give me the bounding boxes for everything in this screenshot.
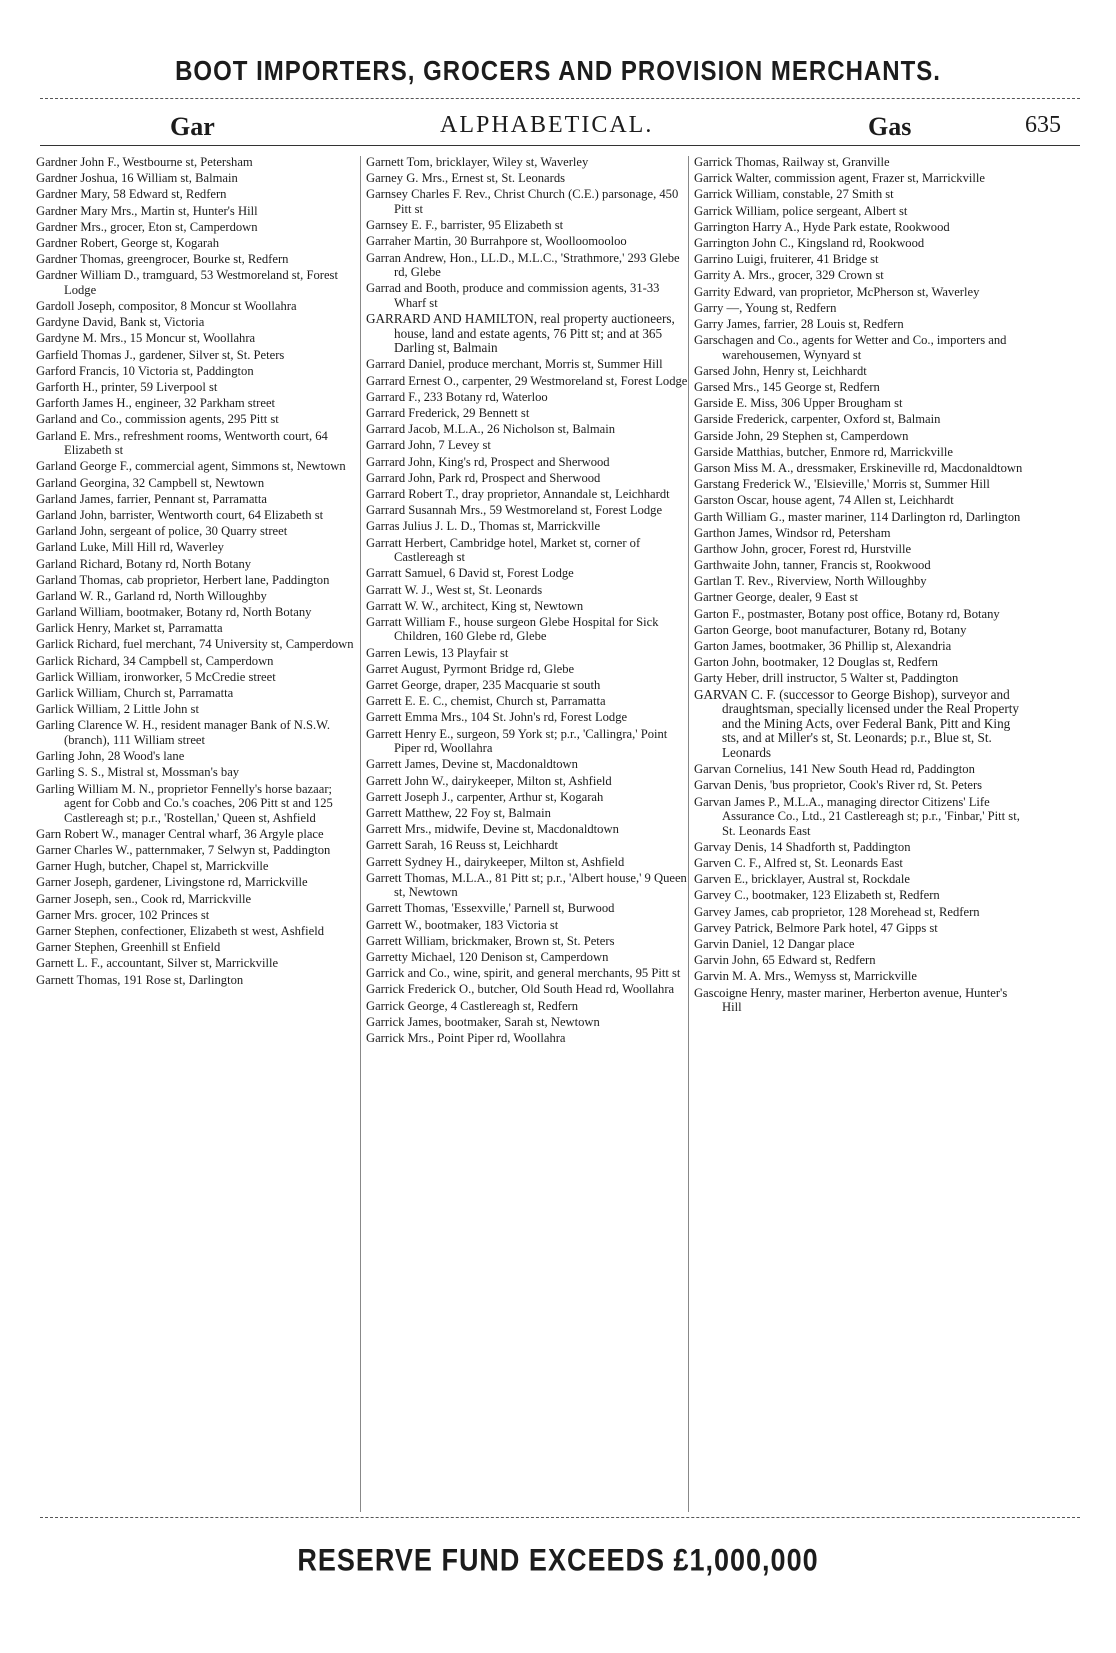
directory-entry: Garland W. R., Garland rd, North Willoughby	[36, 588, 267, 603]
directory-entry: Garforth H., printer, 59 Liverpool st	[36, 380, 218, 395]
directory-entry: Garrick William, constable, 27 Smith st	[694, 187, 894, 202]
directory-entry: Garney G. Mrs., Ernest st, St. Leonards	[366, 171, 566, 186]
top-dashed-rule	[40, 98, 1080, 99]
directory-entry: Garton F., postmaster, Botany post office, Botany rd, Botany	[694, 606, 1000, 621]
top-advertising-banner: BOOT IMPORTERS, GROCERS AND PROVISION MERCHANTS.	[175, 55, 941, 87]
directory-entry: Garner Mrs. grocer, 102 Princes st	[36, 907, 210, 922]
directory-entry: Garratt W. J., West st, St. Leonards	[366, 582, 543, 597]
directory-entry: Gardner Thomas, greengrocer, Bourke st, Redfern	[36, 252, 289, 267]
directory-entry: Garrington John C., Kingsland rd, Rookwood	[694, 235, 925, 250]
directory-entry: Garton George, boot manufacturer, Botany rd, Botany	[694, 622, 967, 637]
directory-entry: Garson Miss M. A., dressmaker, Erskineville rd, Macdonaldtown	[694, 460, 1023, 475]
directory-entry: Gardner John F., Westbourne st, Petersham	[36, 155, 253, 169]
directory-entry: Garling William M. N., proprietor Fennelly's horse bazaar; agent for Cobb and Co.'s coaches, 206 Pitt st and 125 Castlereagh st; p.r., 'Rostellan,' Queen st, Ashfield	[36, 781, 333, 825]
directory-entry: Garvin M. A. Mrs., Wemyss st, Marrickville	[694, 969, 917, 984]
directory-entry: GARRARD AND HAMILTON, real property auctioneers, house, land and estate agents, 76 Pitt st; and at 365 Darling st, Balmain	[366, 311, 675, 356]
directory-entry: Garthwaite John, tanner, Francis st, Rookwood	[694, 558, 931, 573]
directory-entry: Garland Luke, Mill Hill rd, Waverley	[36, 540, 224, 555]
directory-entry: Garrard Susannah Mrs., 59 Westmoreland st, Forest Lodge	[366, 503, 663, 518]
directory-entry: Garraher Martin, 30 Burrahpore st, Woolloomooloo	[366, 234, 627, 249]
directory-entry: Garvey C., bootmaker, 123 Elizabeth st, Redfern	[694, 888, 940, 903]
directory-entry: Garrard F., 233 Botany rd, Waterloo	[366, 389, 548, 404]
page-number: 635	[1025, 112, 1061, 138]
directory-entry: Garrick Thomas, Railway st, Granville	[694, 155, 890, 169]
directory-entry: Garner Stephen, confectioner, Elizabeth st west, Ashfield	[36, 924, 325, 939]
directory-entry: Garton John, bootmaker, 12 Douglas st, Redfern	[694, 655, 938, 670]
directory-entry: Garland George F., commercial agent, Simmons st, Newtown	[36, 459, 346, 474]
directory-entry: Garrett Thomas, 'Essexville,' Parnell st, Burwood	[366, 901, 615, 916]
directory-entry: Garside E. Miss, 306 Upper Brougham st	[694, 396, 903, 411]
directory-entry: Garras Julius J. L. D., Thomas st, Marrickville	[366, 519, 601, 534]
directory-entry: Garren Lewis, 13 Playfair st	[366, 645, 509, 660]
directory-entry: Garratt William F., house surgeon Glebe Hospital for Sick Children, 160 Glebe rd, Glebe	[366, 614, 659, 644]
directory-entry: Garrett Emma Mrs., 104 St. John's rd, Forest Lodge	[366, 710, 628, 725]
directory-column-1	[36, 155, 358, 989]
directory-entry: Garvan Denis, 'bus proprietor, Cook's River rd, St. Peters	[694, 778, 983, 793]
directory-entry: Garrett William, brickmaker, Brown st, St. Peters	[366, 933, 615, 948]
directory-entry: Garnsey E. F., barrister, 95 Elizabeth st	[366, 218, 564, 233]
directory-entry: Garven C. F., Alfred st, St. Leonards East	[694, 856, 903, 871]
directory-entry: Gardner William D., tramguard, 53 Westmoreland st, Forest Lodge	[36, 268, 338, 297]
directory-entry: Gartner George, dealer, 9 East st	[694, 590, 858, 605]
directory-entry: Garrard Frederick, 29 Bennett st	[366, 406, 530, 421]
directory-entry: Garrino Luigi, fruiterer, 41 Bridge st	[694, 252, 879, 267]
directory-entry: Garrett John W., dairykeeper, Milton st, Ashfield	[366, 773, 612, 788]
directory-entry: Garvan Cornelius, 141 New South Head rd, Paddington	[694, 762, 975, 777]
directory-entry: Garland and Co., commission agents, 295 Pitt st	[36, 412, 279, 427]
directory-entry: Garner Joseph, sen., Cook rd, Marrickville	[36, 891, 252, 906]
bottom-advertising-banner: RESERVE FUND EXCEEDS £1,000,000	[297, 1542, 819, 1578]
directory-entry: Garlick Henry, Market st, Parramatta	[36, 621, 223, 636]
directory-entry: Garland John, sergeant of police, 30 Quarry street	[36, 524, 288, 539]
directory-entry: Garrett Mrs., midwife, Devine st, Macdonaldtown	[366, 822, 619, 837]
directory-entry: Gartlan T. Rev., Riverview, North Willoughby	[694, 574, 927, 589]
directory-entry: Garlick William, 2 Little John st	[36, 702, 199, 717]
directory-entry: GARVAN C. F. (successor to George Bishop), surveyor and draughtsman, specially licensed under the Real Property and the Mining Acts, over Federal Bank, Pitt and King sts, and at Miller's st, St. Leonards; p.r., Blue st, St. Leonards	[694, 686, 1019, 760]
directory-entry: Garvey James, cab proprietor, 128 Morehead st, Redfern	[694, 904, 980, 919]
directory-entry: Garrick George, 4 Castlereagh st, Redfern	[366, 998, 579, 1013]
directory-entry: Garner Hugh, butcher, Chapel st, Marrickville	[36, 859, 269, 874]
directory-entry: Garthon James, Windsor rd, Petersham	[694, 525, 891, 540]
directory-entry: Garling S. S., Mistral st, Mossman's bay	[36, 765, 240, 780]
guide-word-left: Gar	[170, 112, 215, 141]
directory-entry: Garrard Daniel, produce merchant, Morris st, Summer Hill	[366, 357, 663, 372]
directory-entry: Garry —, Young st, Redfern	[694, 300, 837, 315]
directory-entry: Garrett Matthew, 22 Foy st, Balmain	[366, 805, 551, 820]
directory-entry: Garfield Thomas J., gardener, Silver st, St. Peters	[36, 347, 285, 362]
directory-entry: Garschagen and Co., agents for Wetter and Co., importers and warehousemen, Wynyard st	[694, 333, 1007, 362]
directory-entry: Garlick William, ironworker, 5 McCredie street	[36, 669, 276, 684]
directory-entry: Garrick Walter, commission agent, Frazer st, Marrickville	[694, 171, 985, 186]
directory-entry: Garland Georgina, 32 Campbell st, Newtown	[36, 475, 265, 490]
directory-entry: Garrett Sarah, 16 Reuss st, Leichhardt	[366, 838, 558, 853]
directory-entry: Garland James, farrier, Pennant st, Parramatta	[36, 491, 267, 506]
guide-word-right: Gas	[868, 112, 912, 141]
directory-entry: Garret August, Pyrmont Bridge rd, Glebe	[366, 661, 575, 676]
directory-entry: Garland John, barrister, Wentworth court, 64 Elizabeth st	[36, 507, 324, 522]
directory-entry: Garlick William, Church st, Parramatta	[36, 686, 234, 700]
directory-entry: Garrard Jacob, M.L.A., 26 Nicholson st, Balmain	[366, 422, 616, 437]
directory-entry: Garland E. Mrs., refreshment rooms, Wentworth court, 64 Elizabeth st	[36, 428, 328, 458]
directory-entry: Garratt W. W., architect, King st, Newtown	[366, 598, 584, 613]
directory-entry: Garven E., bricklayer, Austral st, Rockdale	[694, 872, 910, 887]
directory-entry: Garrard John, Park rd, Prospect and Sherwood	[366, 470, 601, 485]
directory-entry: Garstang Frederick W., 'Elsieville,' Morris st, Summer Hill	[694, 477, 990, 492]
directory-entry: Gardyne David, Bank st, Victoria	[36, 315, 205, 330]
directory-entry: Garrity A. Mrs., grocer, 329 Crown st	[694, 268, 884, 283]
directory-entry: Garner Charles W., patternmaker, 7 Selwyn st, Paddington	[36, 843, 331, 858]
directory-entry: Garrard John, 7 Levey st	[366, 438, 491, 453]
directory-entry: Garforth James H., engineer, 32 Parkham street	[36, 396, 276, 411]
directory-entry: Garrard Robert T., dray proprietor, Annandale st, Leichhardt	[366, 486, 670, 501]
directory-entry: Garnett L. F., accountant, Silver st, Marrickville	[36, 956, 279, 971]
directory-entry: Garret George, draper, 235 Macquarie st south	[366, 678, 601, 693]
directory-entry: Garthow John, grocer, Forest rd, Hurstville	[694, 541, 912, 556]
directory-column-3	[694, 155, 1024, 1016]
directory-entry: Garsed Mrs., 145 George st, Redfern	[694, 380, 880, 395]
directory-entry: Garrett Henry E., surgeon, 59 York st; p.r., 'Callingra,' Point Piper rd, Woollahra	[366, 726, 668, 756]
directory-entry: Garton James, bootmaker, 36 Phillip st, Alexandria	[694, 639, 952, 654]
directory-entry: Garland Thomas, cab proprietor, Herbert lane, Paddington	[36, 572, 330, 587]
directory-entry: Garth William G., master mariner, 114 Darlington rd, Darlington	[694, 509, 1021, 524]
column-divider	[688, 156, 689, 1512]
directory-column-2	[366, 155, 688, 1047]
directory-entry: Gardner Robert, George st, Kogarah	[36, 235, 220, 250]
directory-entry: Garling Clarence W. H., resident manager Bank of N.S.W. (branch), 111 William street	[36, 718, 331, 747]
directory-entry: Garratt Samuel, 6 David st, Forest Lodge	[366, 566, 574, 581]
directory-entry: Garvin Daniel, 12 Dangar place	[694, 937, 855, 952]
directory-entry: Gardner Mrs., grocer, Eton st, Camperdown	[36, 219, 258, 234]
directory-entry: Garrity Edward, van proprietor, McPherson st, Waverley	[694, 284, 980, 299]
directory-entry: Garston Oscar, house agent, 74 Allen st, Leichhardt	[694, 493, 954, 508]
directory-entry: Garrad and Booth, produce and commission agents, 31-33 Wharf st	[366, 281, 660, 310]
directory-entry: Garrett E. E. C., chemist, Church st, Parramatta	[366, 694, 606, 709]
directory-entry: Garnett Thomas, 191 Rose st, Darlington	[36, 972, 244, 987]
directory-entry: Garran Andrew, Hon., LL.D., M.L.C., 'Strathmore,' 293 Glebe rd, Glebe	[366, 250, 680, 280]
directory-entry: Garnsey Charles F. Rev., Christ Church (C.E.) parsonage, 450 Pitt st	[366, 187, 679, 216]
directory-entry: Garrett Joseph J., carpenter, Arthur st, Kogarah	[366, 789, 604, 804]
directory-entry: Garratt Herbert, Cambridge hotel, Market st, corner of Castlereagh st	[366, 535, 641, 565]
directory-entry: Garlick Richard, 34 Campbell st, Camperdown	[36, 653, 274, 668]
directory-entry: Garty Heber, drill instructor, 5 Walter st, Paddington	[694, 671, 959, 686]
running-head	[40, 112, 1080, 146]
directory-entry: Garford Francis, 10 Victoria st, Paddington	[36, 363, 254, 378]
directory-entry: Garrard Ernest O., carpenter, 29 Westmoreland st, Forest Lodge	[366, 373, 688, 388]
directory-entry: Garry James, farrier, 28 Louis st, Redfern	[694, 316, 904, 331]
directory-entry: Garrett Thomas, M.L.A., 81 Pitt st; p.r., 'Albert house,' 9 Queen st, Newtown	[366, 870, 687, 900]
directory-entry: Garvey Patrick, Belmore Park hotel, 47 Gipps st	[694, 920, 938, 935]
directory-entry: Garn Robert W., manager Central wharf, 36 Argyle place	[36, 826, 324, 841]
directory-entry: Garner Stephen, Greenhill st Enfield	[36, 940, 221, 955]
column-divider	[360, 156, 361, 1512]
header-rule	[40, 145, 1080, 146]
directory-entry: Gascoigne Henry, master mariner, Herberton avenue, Hunter's Hill	[694, 985, 1008, 1015]
directory-entry: Garrick William, police sergeant, Albert st	[694, 203, 908, 218]
directory-entry: Garrett James, Devine st, Macdonaldtown	[366, 757, 578, 772]
directory-entry: Garlick Richard, fuel merchant, 74 University st, Camperdown	[36, 637, 354, 652]
directory-entry: Garside John, 29 Stephen st, Camperdown	[694, 428, 909, 443]
directory-entry: Garland William, bootmaker, Botany rd, North Botany	[36, 605, 312, 620]
directory-entry: Garnett Tom, bricklayer, Wiley st, Waverley	[366, 155, 589, 169]
directory-entry: Garland Richard, Botany rd, North Botany	[36, 556, 252, 571]
directory-entry: Garrick Mrs., Point Piper rd, Woollahra	[366, 1030, 566, 1045]
directory-entry: Garrick James, bootmaker, Sarah st, Newtown	[366, 1014, 600, 1029]
directory-entry: Garside Frederick, carpenter, Oxford st, Balmain	[694, 412, 941, 427]
directory-entry: Gardner Mary Mrs., Martin st, Hunter's Hill	[36, 203, 258, 218]
directory-entry: Garrington Harry A., Hyde Park estate, Rookwood	[694, 219, 950, 234]
directory-entry: Gardner Joshua, 16 William st, Balmain	[36, 171, 238, 186]
directory-entry: Garvan James P., M.L.A., managing director Citizens' Life Assurance Co., Ltd., 21 Castlereagh st; p.r., 'Finbar,' Pitt st, St. Leonards East	[694, 794, 1020, 838]
directory-entry: Garretty Michael, 120 Denison st, Camperdown	[366, 950, 609, 965]
section-title: ALPHABETICAL.	[440, 112, 654, 138]
directory-entry: Gardyne M. Mrs., 15 Moncur st, Woollahra	[36, 331, 256, 346]
directory-entry: Garner Joseph, gardener, Livingstone rd, Marrickville	[36, 875, 308, 890]
directory-entry: Garsed John, Henry st, Leichhardt	[694, 363, 867, 378]
bottom-dashed-rule	[40, 1517, 1080, 1518]
directory-entry: Garvay Denis, 14 Shadforth st, Paddington	[694, 839, 911, 854]
directory-entry: Gardoll Joseph, compositor, 8 Moncur st Woollahra	[36, 299, 297, 314]
directory-entry: Garrard John, King's rd, Prospect and Sherwood	[366, 454, 610, 469]
directory-entry: Garrett Sydney H., dairykeeper, Milton st, Ashfield	[366, 854, 625, 869]
directory-entry: Garvin John, 65 Edward st, Redfern	[694, 953, 876, 968]
directory-entry: Gardner Mary, 58 Edward st, Redfern	[36, 187, 227, 202]
directory-entry: Garrett W., bootmaker, 183 Victoria st	[366, 917, 559, 932]
directory-entry: Garling John, 28 Wood's lane	[36, 749, 185, 764]
directory-entry: Garrick Frederick O., butcher, Old South Head rd, Woollahra	[366, 982, 675, 997]
directory-entry: Garside Matthias, butcher, Enmore rd, Marrickville	[694, 444, 953, 459]
directory-entry: Garrick and Co., wine, spirit, and general merchants, 95 Pitt st	[366, 966, 681, 981]
